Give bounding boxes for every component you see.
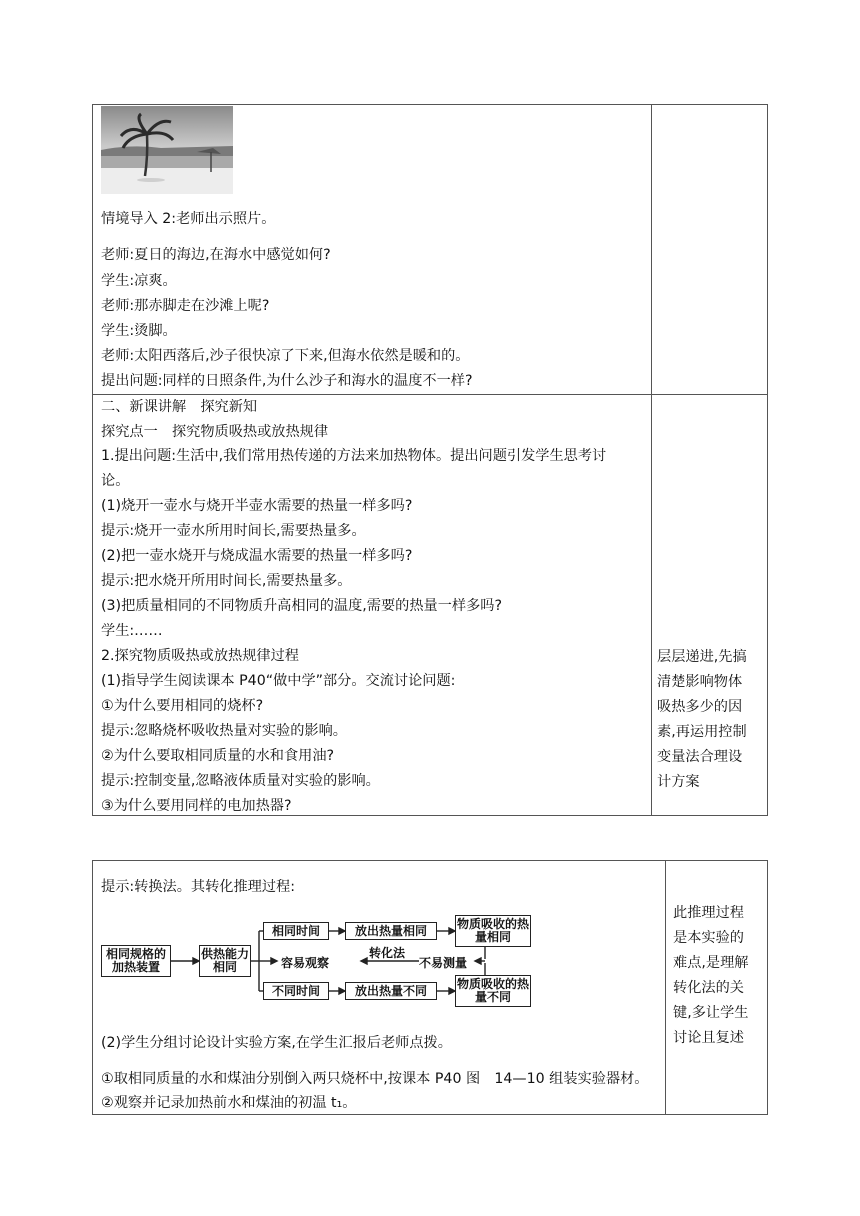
conversion-method-label: 转化法	[369, 946, 406, 960]
side-note-line: 键,多让学生	[673, 1005, 749, 1021]
lesson-table-2	[92, 860, 768, 1115]
text-line: 提示:控制变量,忽略液体质量对实验的影响。	[101, 773, 380, 789]
side-note-line: 是本实验的	[673, 930, 744, 946]
text-line: (2)学生分组讨论设计实验方案,在学生汇报后老师点拨。	[101, 1035, 452, 1051]
same-time-box: 相同时间	[263, 922, 329, 940]
section-heading: 探究点一 探究物质吸热或放热规律	[101, 424, 329, 440]
side-note-line: 层层递进,先搞	[657, 649, 747, 665]
side-note-line: 清楚影响物体	[657, 674, 743, 690]
lesson-table-1	[92, 104, 768, 816]
release-same-box: 放出热量相同	[345, 922, 437, 940]
absorb-diff-box: 物质吸收的热量不同	[455, 975, 531, 1007]
text-line: ①为什么要用相同的烧杯?	[101, 698, 264, 714]
conversion-flow-diagram	[101, 913, 541, 1013]
section-heading: 二、新课讲解 探究新知	[101, 399, 258, 415]
beach-photo	[101, 106, 233, 194]
text-line: 提示:烧开一壶水所用时间长,需要热量多。	[101, 523, 366, 539]
same-device-box: 相同规格的加热装置	[101, 945, 171, 977]
side-note	[657, 645, 747, 795]
text-line: 提示:把水烧开所用时间长,需要热量多。	[101, 573, 352, 589]
easy-observe-label: 容易观察	[281, 956, 330, 970]
text-line: ②为什么要取相同质量的水和食用油?	[101, 748, 335, 764]
side-note-line: 讨论且复述	[673, 1030, 744, 1046]
text-line: 提示:转换法。其转化推理过程:	[101, 879, 295, 895]
text-line: 提出问题:同样的日照条件,为什么沙子和海水的温度不一样?	[101, 373, 473, 389]
side-note	[673, 901, 748, 1051]
text-line: (1)烧开一壶水与烧开半壶水需要的热量一样多吗?	[101, 498, 413, 514]
text-line: 提示:忽略烧杯吸收热量对实验的影响。	[101, 723, 347, 739]
text-line: (3)把质量相同的不同物质升高相同的温度,需要的热量一样多吗?	[101, 598, 503, 614]
text-line: 1.提出问题:生活中,我们常用热传递的方法来加热物体。提出问题引发学生思考讨	[101, 448, 607, 464]
text-line: 2.探究物质吸热或放热规律过程	[101, 648, 299, 664]
text-line: 学生:烫脚。	[101, 323, 177, 339]
text-line: 论。	[101, 473, 130, 489]
column-divider	[665, 861, 666, 1114]
column-divider	[651, 105, 652, 815]
text-line: (1)指导学生阅读课本 P40“做中学”部分。交流讨论问题:	[101, 673, 456, 689]
text-line: 学生:凉爽。	[101, 273, 177, 289]
text-line: 老师:那赤脚走在沙滩上呢?	[101, 298, 270, 314]
side-note-line: 变量法合理设	[657, 749, 743, 765]
side-note-line: 计方案	[657, 774, 700, 790]
side-note-line: 此推理过程	[673, 905, 744, 921]
text-line: ③为什么要用同样的电加热器?	[101, 798, 292, 814]
hard-measure-label: 不易测量	[419, 956, 468, 970]
text-line: 老师:太阳西落后,沙子很快凉了下来,但海水依然是暖和的。	[101, 348, 470, 364]
side-note-line: 转化法的关	[673, 980, 744, 996]
text-line: 情境导入 2:老师出示照片。	[101, 211, 276, 227]
text-line: 老师:夏日的海边,在海水中感觉如何?	[101, 247, 331, 263]
release-diff-box: 放出热量不同	[345, 982, 437, 1000]
text-line: (2)把一壶水烧开与烧成温水需要的热量一样多吗?	[101, 548, 413, 564]
row-divider	[93, 394, 767, 395]
side-note-line: 难点,是理解	[673, 955, 749, 971]
text-line: ①取相同质量的水和煤油分别倒入两只烧杯中,按课本 P40 图 14—10 组装实验器材。	[101, 1071, 649, 1087]
absorb-same-box: 物质吸收的热量相同	[455, 915, 531, 947]
text-line: 学生:……	[101, 623, 163, 639]
same-heat-box: 供热能力相同	[199, 945, 251, 977]
text-line: ②观察并记录加热前水和煤油的初温 t₁。	[101, 1095, 357, 1111]
diff-time-box: 不同时间	[263, 982, 329, 1000]
side-note-line: 吸热多少的因	[657, 699, 743, 715]
side-note-line: 素,再运用控制	[657, 724, 747, 740]
